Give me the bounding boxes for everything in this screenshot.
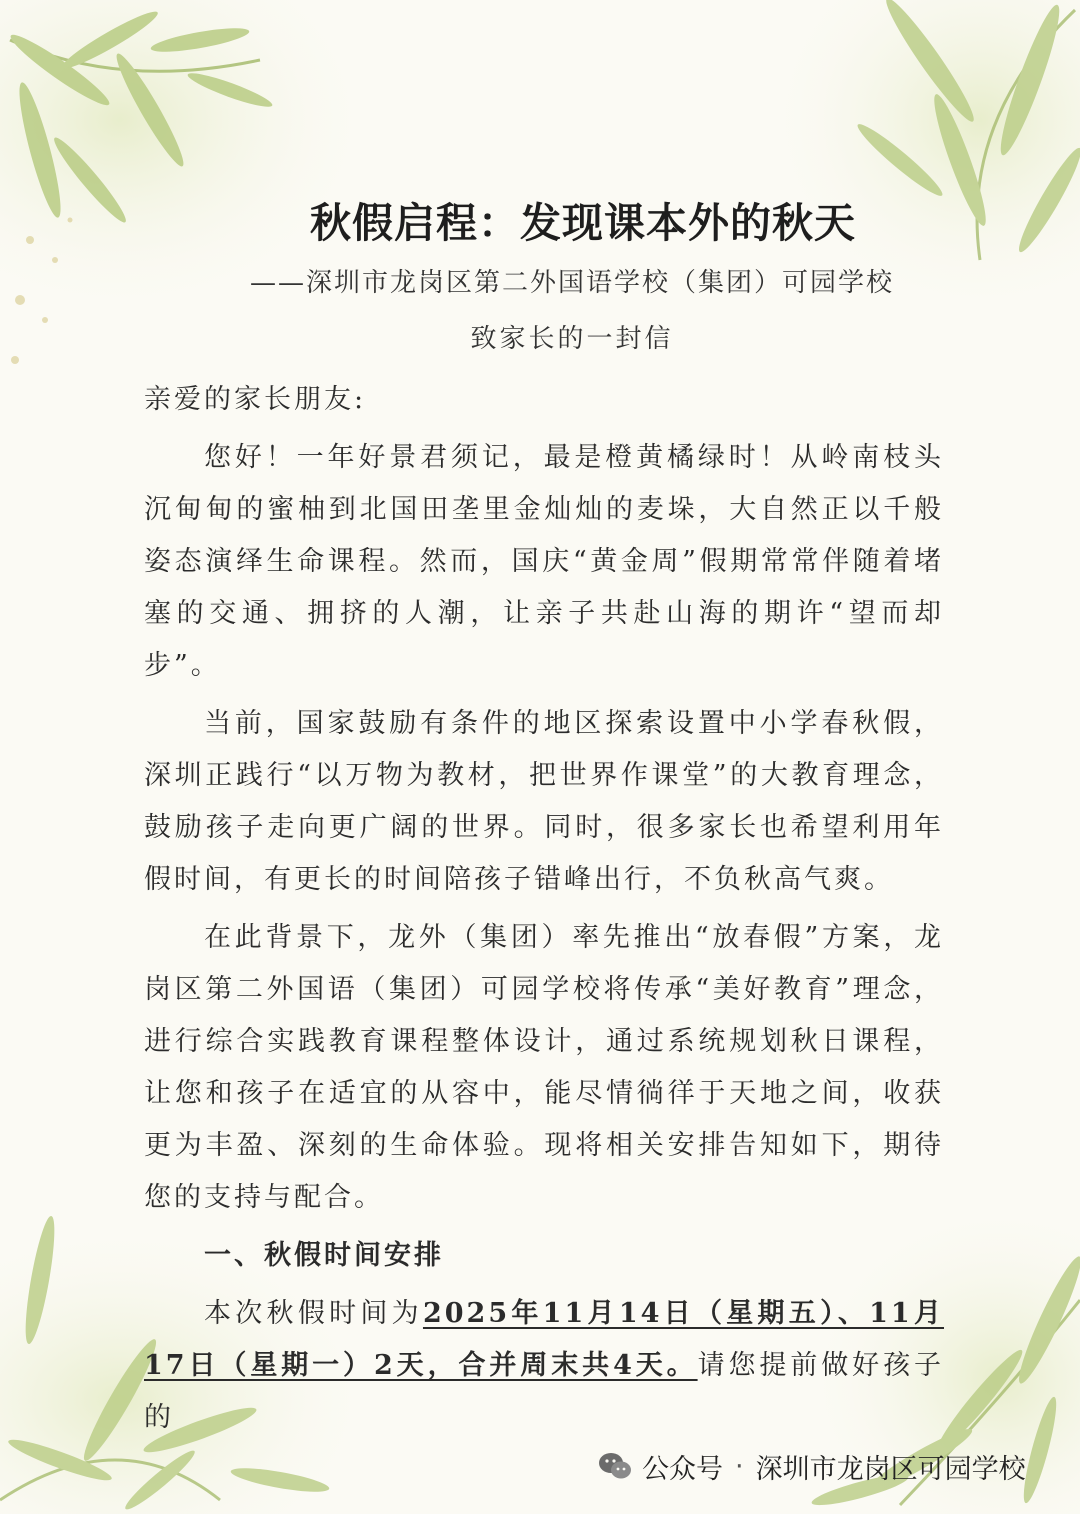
paragraph-2: 当前，国家鼓励有条件的地区探索设置中小学春秋假，深圳正践行“以万物为教材，把世界作课堂”的大教育理念，鼓励孩子走向更广阔的世界。同时，很多家长也希望利用年假时间，有更长的时间陪孩子错峰出行，不负秋高气爽。: [144, 708, 944, 895]
paragraph-4-tail: 请您提前做好孩子的: [144, 1350, 944, 1433]
wechat-icon: [598, 1451, 632, 1481]
footer-account: [598, 1444, 1026, 1488]
holiday-dates: 2025年11月14日（星期五）、11月17日（星期一）2天，合并周末共4天。: [144, 1298, 944, 1381]
paragraph-1: 您好！一年好景君须记，最是橙黄橘绿时！从岭南枝头沉甸甸的蜜柚到北国田垄里金灿灿的麦垛，大自然正以千般姿态演绎生命课程。然而，国庆“黄金周”假期常常伴随着堵塞的交通、拥挤的人潮，让亲子共赴山海的期许“望而却步”。: [144, 442, 944, 681]
paragraph-3: 在此背景下，龙外（集团）率先推出“放春假”方案，龙岗区第二外国语（集团）可园学校将传承“美好教育”理念，进行综合实践教育课程整体设计，通过系统规划秋日课程，让您和孩子在适宜的从容中，能尽情徜徉于天地之间，收获更为丰盈、深刻的生命体验。现将相关安排告知如下，期待您的支持与配合。: [144, 922, 944, 1213]
section-heading-1: 一、秋假时间安排: [204, 1240, 444, 1271]
page-title: 秋假启程：发现课本外的秋天: [310, 199, 856, 247]
footer-label: 公众号: [642, 1453, 723, 1485]
paragraph-4-lead: 本次秋假时间为: [204, 1298, 423, 1329]
subtitle-letter-to-parents: 致家长的一封信: [470, 324, 674, 354]
paragraph-4: [144, 1288, 944, 1444]
letter-body: [144, 374, 944, 1450]
greeting: 亲爱的家长朋友:: [144, 384, 367, 415]
footer-separator: ·: [735, 1450, 744, 1482]
subtitle: ——深圳市龙岗区第二外国语学校（集团）可园学校: [250, 268, 895, 298]
footer-account-name[interactable]: 深圳市龙岗区可园学校: [755, 1453, 1026, 1485]
